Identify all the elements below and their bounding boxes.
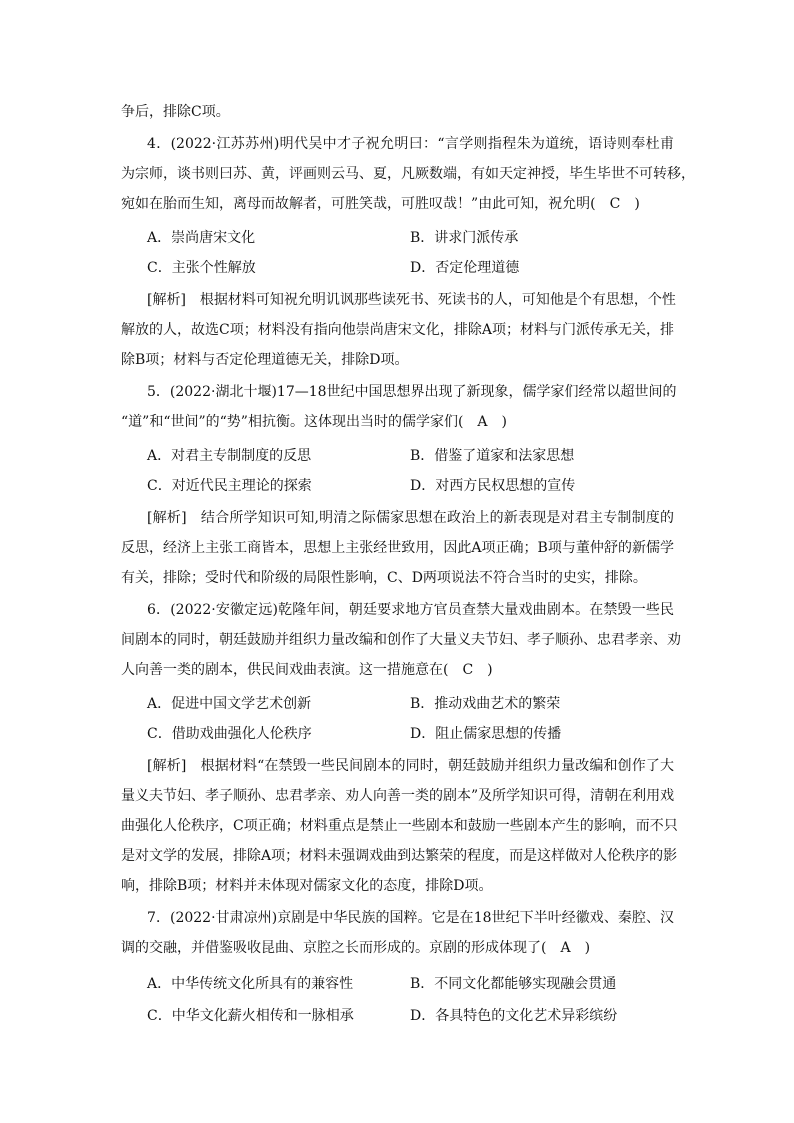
q5-option-d: D．对西方民权思想的宣传 [410, 478, 576, 494]
q5-analysis-line-2: 反思，经济上主张工商皆本，思想上主张经世致用，因此A项正确；B项与董仲舒的新儒学 [121, 540, 674, 556]
q5-stem-line-1: 5．(2022·湖北十堰)17—18世纪中国思想界出现了新现象，儒学家们经常以超世间的 [147, 384, 677, 400]
q4-analysis-line-1: [解析] 根据材料可知祝允明讥讽那些读死书、死读书的人，可知他是个有思想，个性 [147, 292, 676, 308]
q4-stem-line-3: 宛如在胎而生知，离母而故解者，可胜笑哉，可胜叹哉！”由此可知，祝允明( C ) [121, 196, 640, 212]
q7-option-d: D．各具特色的文化艺术异彩缤纷 [410, 1008, 618, 1024]
q6-stem-line-2: 间剧本的同时，朝廷鼓励并组织力量改编和创作了大量义夫节妇、孝子顺孙、忠君孝亲、劝 [121, 632, 681, 648]
q5-stem-line-2: “道”和“世间”的“势”相抗衡。这体现出当时的儒学家们( A ) [121, 414, 507, 430]
q6-stem-line-3: 人向善一类的剧本，供民间戏曲表演。这一措施意在( C ) [121, 662, 493, 678]
q6-option-c: C．借助戏曲强化人伦秩序 [147, 726, 312, 742]
q7-stem-line-2: 调的交融，并借鉴吸收昆曲、京腔之长而形成的。京剧的形成体现了( A ) [121, 940, 591, 956]
q4-option-d: D．否定伦理道德 [410, 260, 520, 276]
q5-analysis-line-1: [解析] 结合所学知识可知,明清之际儒家思想在政治上的新表现是对君主专制制度的 [147, 510, 674, 526]
question-block [121, 0, 695, 1123]
q5-option-b: B．借鉴了道家和法家思想 [410, 448, 575, 464]
q4-option-b: B．讲求门派传承 [410, 230, 519, 246]
q4-stem-line-1: 4．(2022·江苏苏州)明代吴中才子祝允明曰：“言学则指程朱为道统，语诗则奉杜甫 [147, 136, 674, 152]
q7-option-c: C．中华文化薪火相传和一脉相承 [147, 1008, 354, 1024]
q7-option-a: A．中华传统文化所具有的兼容性 [147, 976, 354, 992]
q6-option-a: A．促进中国文学艺术创新 [147, 696, 312, 712]
q6-stem-line-1: 6．(2022·安徽定远)乾隆年间，朝廷要求地方官员查禁大量戏曲剧本。在禁毁一些民 [147, 602, 674, 618]
q6-option-b: B．推动戏曲艺术的繁荣 [410, 696, 561, 712]
q6-analysis-line-5: 响，排除B项；材料并未体现对儒家文化的态度，排除D项。 [121, 878, 493, 894]
q7-stem-line-1: 7．(2022·甘肃凉州)京剧是中华民族的国粹。它是在18世纪下半叶经徽戏、秦腔、汉 [147, 910, 674, 926]
q4-option-a: A．崇尚唐宋文化 [147, 230, 256, 246]
q4-analysis-line-3: 除B项；材料与否定伦理道德无关，排除D项。 [121, 352, 409, 368]
q6-analysis-line-4: 是对文学的发展，排除A项；材料未强调戏曲到达繁荣的程度，而是这样做对人伦秩序的影 [121, 848, 678, 864]
q5-option-c: C．对近代民主理论的探索 [147, 478, 312, 494]
q4-analysis-line-2: 解放的人，故选C项；材料没有指向他崇尚唐宋文化，排除A项；材料与门派传承无关，排 [121, 322, 674, 338]
q3-tail-text: 争后，排除C项。 [121, 104, 230, 120]
q5-option-a: A．对君主专制制度的反思 [147, 448, 312, 464]
q5-analysis-line-3: 有关，排除；受时代和阶级的局限性影响，C、D两项说法不符合当时的史实，排除。 [121, 570, 647, 586]
q4-option-c: C．主张个性解放 [147, 260, 256, 276]
q6-analysis-line-1: [解析] 根据材料“在禁毁一些民间剧本的同时，朝廷鼓励并组织力量改编和创作了大 [147, 758, 674, 774]
q6-analysis-line-3: 曲强化人伦秩序，C项正确；材料重点是禁止一些剧本和鼓励一些剧本产生的影响，而不只 [121, 818, 678, 834]
q6-analysis-line-2: 量义夫节妇、孝子顺孙、忠君孝亲、劝人向善一类的剧本”及所学知识可得，清朝在利用戏 [121, 788, 675, 804]
q4-stem-line-2: 为宗师，谈书则曰苏、黄，评画则云马、夏，凡厥数端，有如天定神授，毕生毕世不可转移， [121, 166, 695, 182]
q7-option-b: B．不同文化都能够实现融会贯通 [410, 976, 617, 992]
q6-option-d: D．阻止儒家思想的传播 [410, 726, 562, 742]
